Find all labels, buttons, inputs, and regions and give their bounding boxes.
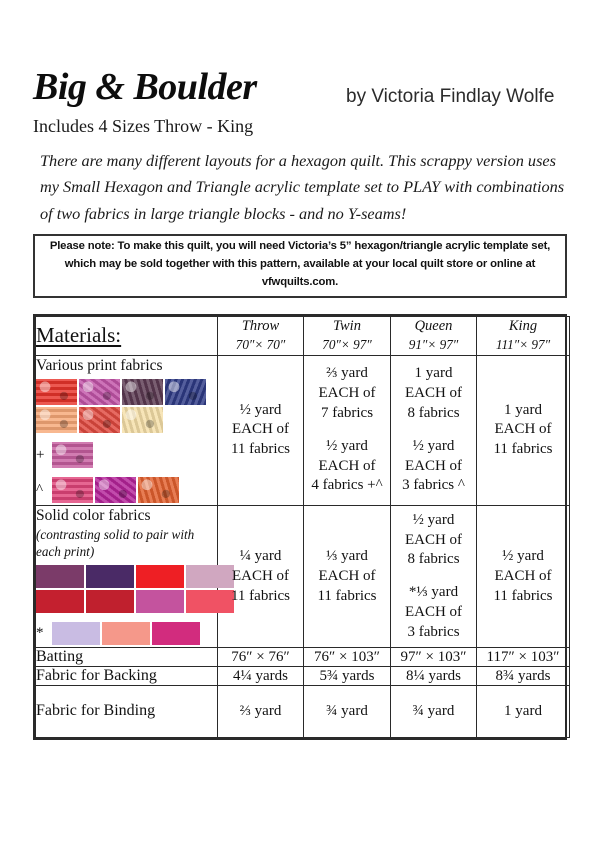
- spacer: [391, 424, 476, 437]
- batting-king: 117″ × 103″: [477, 648, 570, 667]
- qty-line: ¼ yard: [239, 548, 282, 565]
- qty-line: ½ yard: [502, 548, 544, 565]
- solid-fabric-swatch: [102, 622, 150, 645]
- batting-twin: 76″ × 103″: [304, 648, 391, 667]
- solid-fabric-swatch: [136, 590, 184, 613]
- author-byline: by Victoria Findlay Wolfe: [346, 86, 555, 107]
- qty-line: EACH of: [231, 567, 290, 584]
- size-dimensions: 91″× 97″: [408, 336, 459, 352]
- materials-header-cell: Materials:: [36, 317, 218, 356]
- binding-queen: ¾ yard: [391, 686, 477, 738]
- print-fabric-swatch: [36, 379, 77, 405]
- qty-line: 3 fabrics ^: [402, 477, 465, 494]
- solid-fabric-swatch: [52, 622, 100, 645]
- qty-line: 1 yard: [414, 365, 453, 382]
- solid-fabrics-subtitle: (contrasting solid to pair with each print): [36, 527, 195, 559]
- solid-swatch-row-star: [36, 622, 217, 645]
- size-header-throw: [218, 317, 304, 356]
- backing-label: Fabric for Backing: [36, 667, 218, 686]
- solid-fabric-swatch: [36, 565, 84, 588]
- qty-line: ½ yard: [239, 401, 282, 418]
- qty-line: EACH of: [231, 421, 290, 438]
- binding-king: 1 yard: [477, 686, 570, 738]
- qty-line: 7 fabrics: [320, 405, 374, 422]
- table-row-batting: [36, 648, 570, 667]
- solid-fabrics-title: Solid color fabrics: [36, 507, 151, 525]
- print-swatch-row-2: [36, 407, 217, 433]
- table-row-backing: [36, 667, 570, 686]
- batting-queen: 97″ × 103″: [391, 648, 477, 667]
- qty-line: 11 fabrics: [493, 587, 553, 604]
- qty-line: 4 fabrics +^: [311, 477, 383, 494]
- qty-line: ⅔ yard: [326, 365, 368, 382]
- qty-line: EACH of: [494, 421, 552, 438]
- print-fabrics-title: Various print fabrics: [36, 356, 163, 374]
- table-row-solid-fabrics: [36, 506, 570, 648]
- materials-table: [33, 314, 567, 740]
- solid-swatch-row-1: [36, 565, 217, 588]
- print-qty-twin: [304, 355, 391, 505]
- qty-line: *⅓ yard: [408, 584, 459, 601]
- size-header-twin: [304, 317, 391, 356]
- qty-line: EACH of: [404, 385, 463, 402]
- size-dimensions: 70″× 70″: [235, 336, 286, 352]
- qty-line: 1 yard: [504, 401, 542, 418]
- print-fabric-swatch: [52, 442, 93, 468]
- sizes-subtitle: Includes 4 Sizes Throw - King: [33, 116, 254, 136]
- solid-fabric-swatch: [186, 565, 234, 588]
- backing-twin: 5¾ yards: [304, 667, 391, 686]
- qty-line: ½ yard: [412, 437, 455, 454]
- solid-fabrics-cell: [36, 506, 218, 648]
- size-name: Throw: [241, 318, 280, 334]
- size-header-king: [477, 317, 570, 356]
- print-fabric-swatch: [36, 407, 77, 433]
- qty-line: 3 fabrics: [407, 623, 460, 640]
- binding-twin: ¾ yard: [304, 686, 391, 738]
- qty-line: EACH of: [318, 567, 376, 584]
- document-header: [33, 68, 567, 138]
- caret-marker: ^: [36, 481, 44, 498]
- print-fabric-swatch: [79, 379, 120, 405]
- print-fabrics-cell: [36, 355, 218, 505]
- solid-qty-king: [477, 506, 570, 648]
- solid-fabric-swatch: [86, 590, 134, 613]
- qty-line: 8 fabrics: [407, 551, 460, 568]
- solid-fabric-swatch: [186, 590, 234, 613]
- solid-qty-queen: [391, 506, 477, 648]
- page-title: Big & Boulder: [33, 66, 257, 108]
- print-swatch-row-1: [36, 379, 217, 405]
- please-note-text: Please note: To make this quilt, you will need Victoria’s 5” hexagon/triangle acrylic template set, which may be sold together with this pattern, available at your local quilt store or online at vfwquilts.com.: [49, 240, 551, 288]
- print-qty-throw: [218, 355, 304, 505]
- size-name: Twin: [333, 318, 361, 334]
- size-dimensions: 111″× 97″: [495, 336, 551, 352]
- backing-queen: 8¼ yards: [391, 667, 477, 686]
- print-fabric-swatch: [52, 477, 93, 503]
- print-fabric-swatch: [165, 379, 206, 405]
- print-swatch-row-plus: [36, 442, 217, 468]
- batting-throw: 76″ × 76″: [218, 648, 304, 667]
- qty-line: 8 fabrics: [407, 405, 460, 422]
- qty-line: 11 fabrics: [230, 587, 290, 604]
- plus-marker: +: [36, 446, 45, 463]
- qty-line: ½ yard: [326, 437, 368, 454]
- size-name: Queen: [414, 318, 453, 334]
- table-row-binding: [36, 686, 570, 738]
- spacer: [304, 424, 390, 437]
- table-row-print-fabrics: [36, 355, 570, 505]
- table-header-row: [36, 317, 570, 356]
- print-swatch-row-caret: [36, 477, 217, 503]
- print-qty-queen: [391, 355, 477, 505]
- batting-label: Batting: [36, 648, 218, 667]
- print-fabric-swatch: [95, 477, 136, 503]
- solid-swatch-row-2: [36, 590, 217, 613]
- size-header-queen: [391, 317, 477, 356]
- print-fabric-swatch: [79, 407, 120, 433]
- print-fabric-swatch: [122, 379, 163, 405]
- qty-line: EACH of: [318, 385, 376, 402]
- qty-line: 11 fabrics: [493, 441, 553, 458]
- solid-fabric-swatch: [136, 565, 184, 588]
- solid-fabric-swatch: [86, 565, 134, 588]
- qty-line: 11 fabrics: [317, 587, 377, 604]
- size-name: King: [508, 318, 538, 334]
- backing-king: 8¾ yards: [477, 667, 570, 686]
- backing-throw: 4¼ yards: [218, 667, 304, 686]
- print-qty-king: [477, 355, 570, 505]
- solid-qty-twin: [304, 506, 391, 648]
- binding-label: Fabric for Binding: [36, 686, 218, 738]
- print-fabric-swatch: [122, 407, 163, 433]
- intro-paragraph: There are many different layouts for a hexagon quilt. This scrappy version uses my Small Hexagon and Triangle acrylic template set to PLAY with combinations of two fabrics in large triangle blocks - and no Y-seams!: [40, 151, 565, 223]
- qty-line: 11 fabrics: [230, 441, 290, 458]
- qty-line: EACH of: [404, 531, 463, 548]
- size-dimensions: 70″× 97″: [322, 336, 372, 352]
- solid-fabric-swatch: [36, 590, 84, 613]
- qty-line: EACH of: [318, 457, 376, 474]
- qty-line: EACH of: [494, 567, 552, 584]
- asterisk-marker: *: [36, 625, 44, 642]
- qty-line: EACH of: [404, 457, 463, 474]
- qty-line: EACH of: [404, 604, 463, 621]
- print-fabric-swatch: [138, 477, 179, 503]
- qty-line: ½ yard: [412, 511, 455, 528]
- qty-line: ⅓ yard: [326, 548, 368, 565]
- spacer: [391, 570, 476, 583]
- binding-throw: ⅔ yard: [218, 686, 304, 738]
- please-note-box: [33, 234, 567, 298]
- solid-fabric-swatch: [152, 622, 200, 645]
